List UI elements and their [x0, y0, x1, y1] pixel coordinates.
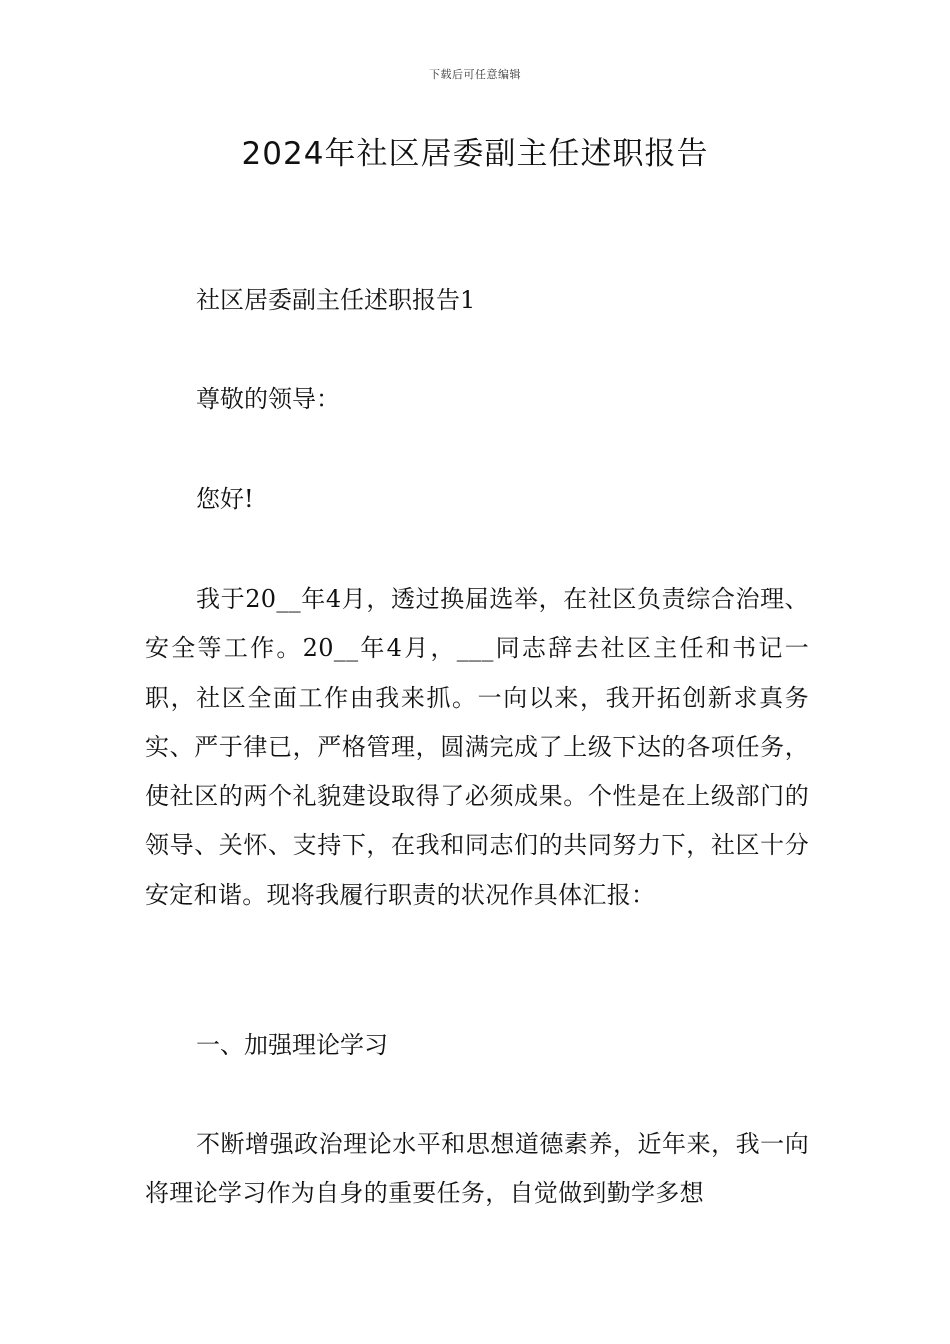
body-paragraph-1: 我于20__年4月，透过换届选举，在社区负责综合治理、安全等工作。20__年4月，___同志辞去社区主任和书记一职，社区全面工作由我来抓。一向以来，我开拓创新求真务实、严于律已，严格管理，圆满完成了上级下达的各项任务，使社区的两个礼貌建设取得了必须成果。个性是在上级部门的领导、关怀、支持下，在我和同志们的共同努力下，社区十分安定和谐。现将我履行职责的状况作具体汇报： — [145, 585, 809, 909]
section-heading-1: 一、加强理论学习 — [196, 1031, 388, 1059]
document-title: 2024年社区居委副主任述职报告 — [241, 136, 709, 172]
greeting: 您好! — [196, 485, 254, 513]
header-note: 下载后可任意编辑 — [429, 68, 521, 81]
body-paragraph-2: 不断增强政治理论水平和思想道德素养，近年来，我一向将理论学习作为自身的重要任务，自觉做到勤学多想 — [145, 1130, 809, 1208]
report-subtitle: 社区居委副主任述职报告1 — [196, 286, 476, 314]
salutation: 尊敬的领导： — [196, 385, 340, 413]
